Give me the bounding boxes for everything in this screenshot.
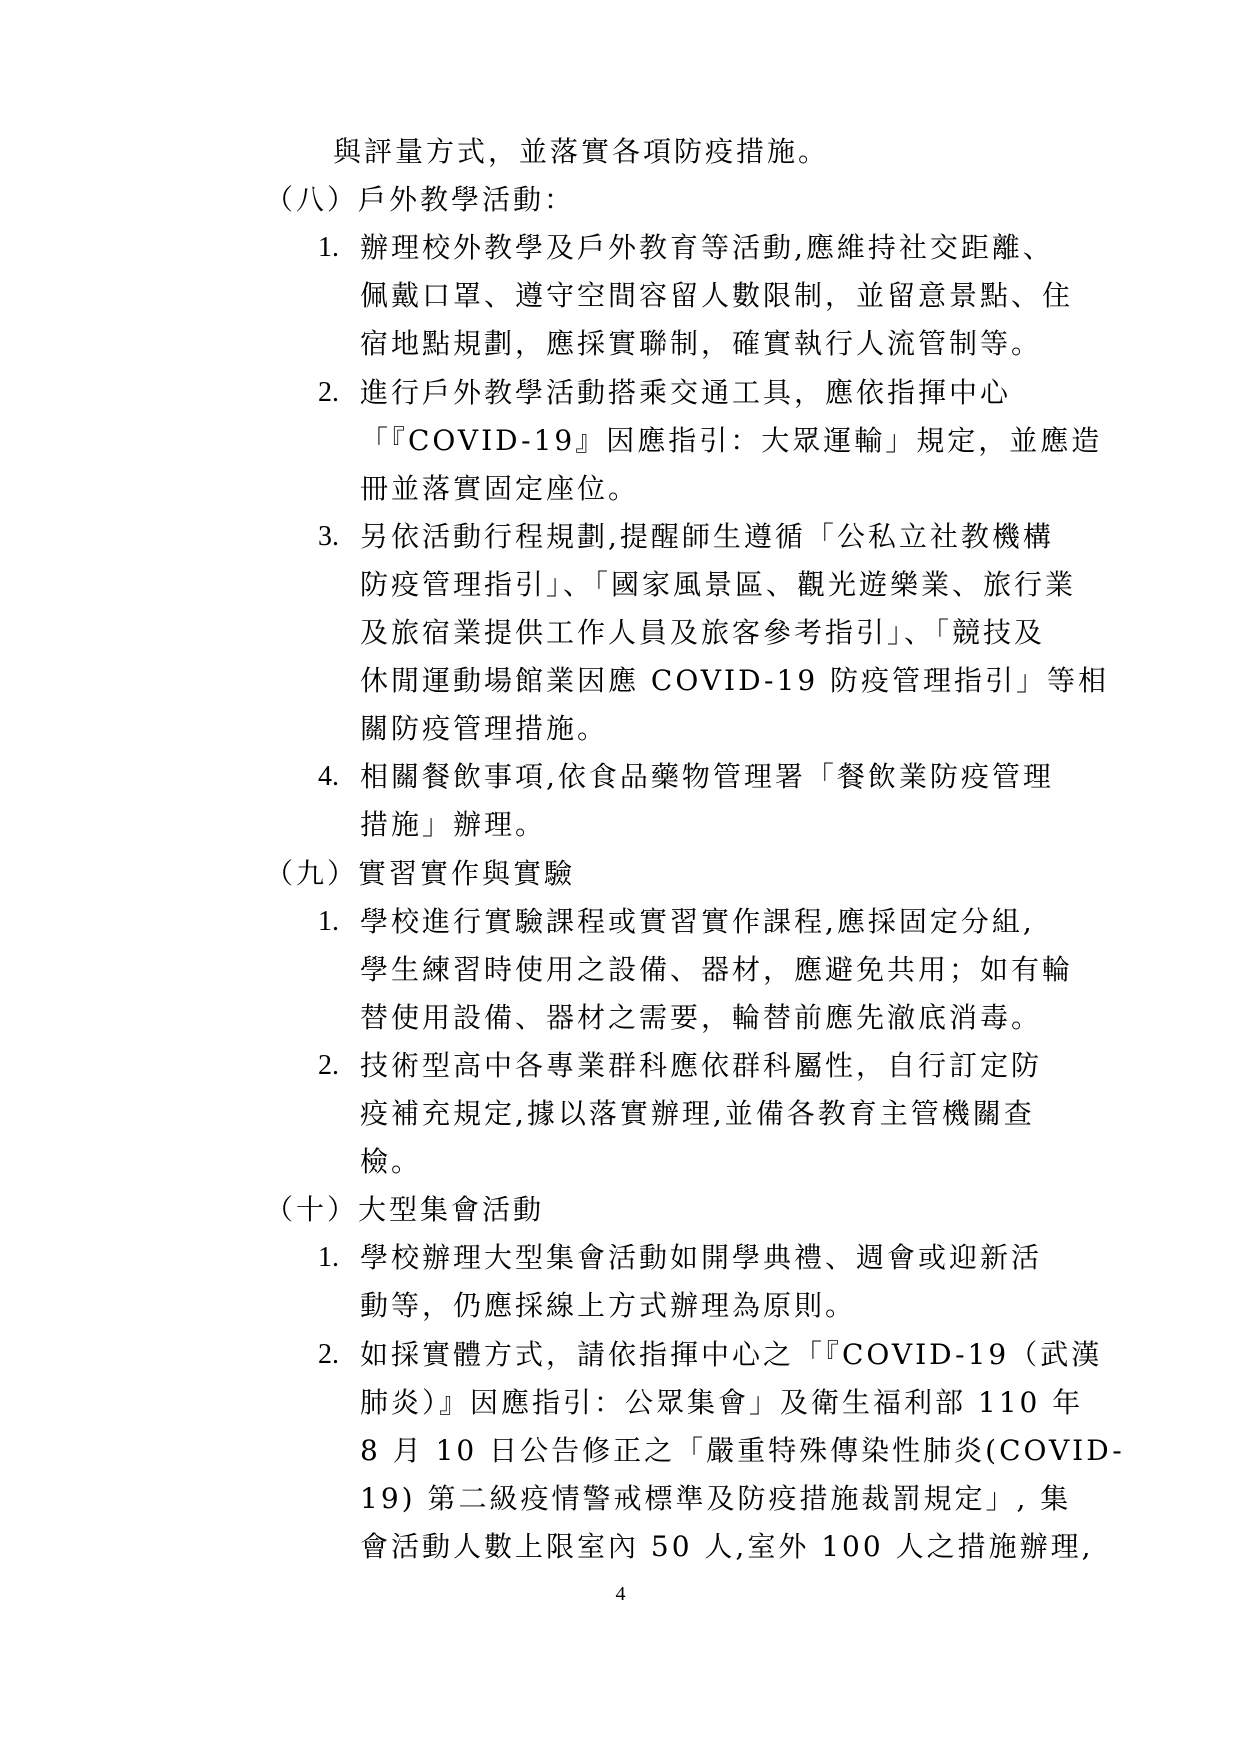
list-item-line: 另依活動行程規劃,提醒師生遵循「公私立社教機構: [360, 519, 1054, 553]
list-item-number: 1.: [318, 232, 339, 264]
list-item-line: 學校辦理大型集會活動如開學典禮、週會或迎新活: [360, 1241, 1043, 1275]
list-item-number: 2.: [318, 376, 339, 408]
page-number: 4: [615, 1583, 626, 1605]
list-item-number: 2.: [318, 1338, 339, 1370]
list-item-number: 1.: [318, 1242, 339, 1274]
list-item-line: 19) 第二級疫情警戒標準及防疫措施裁罰規定」, 集: [360, 1481, 1072, 1515]
list-item-line: 學校進行實驗課程或實習實作課程,應採固定分組,: [360, 904, 1035, 938]
list-item-number: 3.: [318, 520, 339, 552]
section-heading: （九）實習實作與實驗: [265, 856, 576, 890]
list-item-line: 辦理校外教學及戶外教育等活動,應維持社交距離、: [360, 231, 1054, 265]
list-item-line: 「『COVID-19』因應指引：大眾運輸」規定，並應造: [360, 423, 1103, 457]
list-item-number: 4.: [318, 761, 339, 793]
list-item-line: 8 月 10 日公告修正之「嚴重特殊傳染性肺炎(COVID-: [360, 1433, 1125, 1467]
list-item-line: 會活動人數上限室內 50 人,室外 100 人之措施辦理,: [360, 1529, 1094, 1563]
list-item-line: 宿地點規劃，應採實聯制，確實執行人流管制等。: [360, 327, 1043, 361]
list-item-line: 相關餐飲事項,依食品藥物管理署「餐飲業防疫管理: [360, 760, 1054, 794]
list-item-line: 肺炎）』因應指引：公眾集會」及衛生福利部 110 年: [360, 1385, 1084, 1419]
list-item-line: 替使用設備、器材之需要，輪替前應先澈底消毒。: [360, 1000, 1043, 1034]
list-item-line: 防疫管理指引」、「國家風景區、觀光遊樂業、旅行業: [360, 567, 1077, 601]
list-item-number: 1.: [318, 905, 339, 937]
list-item-line: 關防疫管理措施。: [360, 712, 609, 746]
list-item-line: 如採實體方式，請依指揮中心之「『COVID-19（武漢: [360, 1337, 1103, 1371]
list-item-line: 進行戶外教學活動搭乘交通工具，應依指揮中心: [360, 375, 1012, 409]
list-item-line: 冊並落實固定座位。: [360, 471, 640, 505]
intro-line: 與評量方式，並落實各項防疫措施。: [333, 135, 830, 168]
list-item-line: 及旅宿業提供工作人員及旅客參考指引」、「競技及: [360, 616, 1046, 649]
list-item-line: 疫補充規定,據以落實辦理,並備各教育主管機關查: [360, 1097, 1035, 1130]
section-heading: （十）大型集會活動: [265, 1193, 545, 1227]
list-item-line: 學生練習時使用之設備、器材，應避免共用；如有輪: [360, 952, 1074, 986]
list-item-line: 檢。: [360, 1145, 423, 1179]
list-item-line: 技術型高中各專業群科應依群科屬性，自行訂定防: [360, 1048, 1043, 1082]
list-item-line: 措施」辦理。: [360, 808, 547, 842]
list-item-number: 2.: [318, 1049, 339, 1081]
section-heading: （八）戶外教學活動：: [265, 183, 576, 217]
list-item-line: 休閒運動場館業因應 COVID-19 防疫管理指引」等相: [360, 664, 1110, 698]
list-item-line: 佩戴口罩、遵守空間容留人數限制，並留意景點、住: [360, 279, 1074, 313]
list-item-line: 動等，仍應採線上方式辦理為原則。: [360, 1289, 857, 1323]
